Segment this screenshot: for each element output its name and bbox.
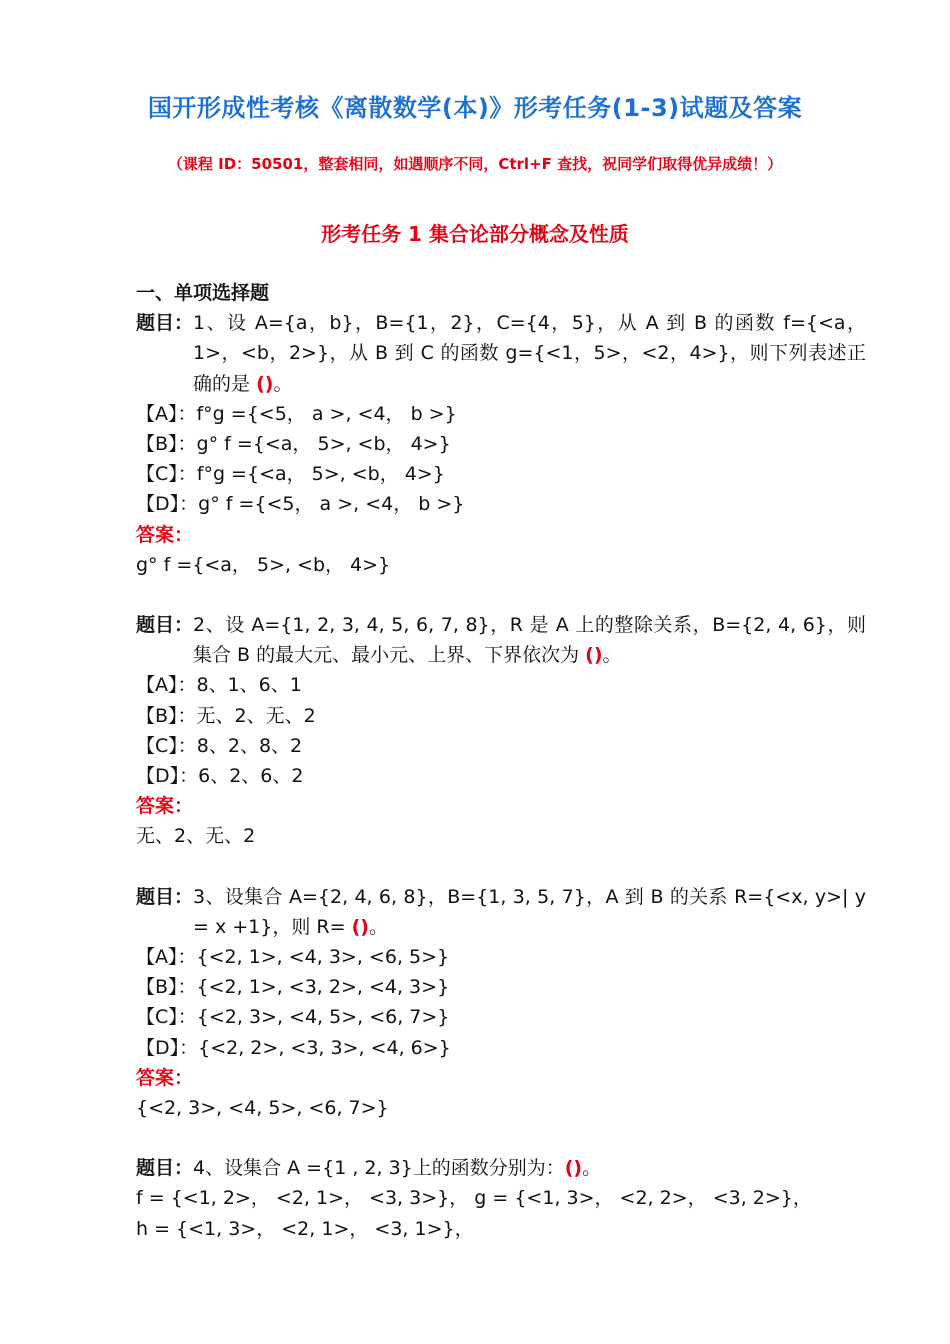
option-b: 【B】：g° f ={<a， 5>, <b， 4>} [136,433,451,456]
option-d: 【D】：6、2、6、2 [136,765,304,788]
answer-blank: () [564,1157,583,1180]
answer-value: 无、2、无、2 [136,825,256,848]
document-title: 国开形成性考核《离散数学(本)》形考任务(1-3)试题及答案 [147,94,803,122]
answer-label: 答案： [136,795,194,818]
option-c: 【C】：8、2、8、2 [136,734,303,757]
course-note: （课程 ID：50501，整套相同，如遇顺序不同，Ctrl+F 查找，祝同学们取得优异成绩！） [167,155,783,173]
question-3 [136,882,866,942]
answer-blank: () [351,915,369,938]
option-a: 【A】：{<2, 1>, <4, 3>, <6, 5>} [136,946,450,969]
question-4 [136,1153,866,1183]
function-definition: f = {<1, 2>， <2, 1>， <3, 3>}， g = {<1, 3>， <2, 2>， <3, 2>}， [136,1187,812,1210]
option-d: 【D】：g° f ={<5， a >, <4， b >} [136,493,465,516]
option-c: 【C】：f°g ={<a， 5>, <b， 4>} [136,463,445,486]
option-c: 【C】：{<2, 3>, <4, 5>, <6, 7>} [136,1006,450,1029]
question-text: 4、设集合 A ={1 , 2, 3}上的函数分别为：()。 [193,1157,602,1180]
answer-blank: () [256,372,274,395]
question-1 [136,308,866,399]
answer-value: g° f ={<a， 5>, <b， 4>} [136,553,391,576]
option-a: 【A】：8、1、6、1 [136,674,302,697]
function-definition: h = {<1, 3>， <2, 1>， <3, 1>}， [136,1217,474,1240]
option-d: 【D】：{<2, 2>, <3, 3>, <4, 6>} [136,1036,451,1059]
option-b: 【B】：无、2、无、2 [136,704,316,727]
question-label: 题目： [136,885,194,908]
option-a: 【A】：f°g ={<5， a >, <4， b >} [136,402,457,425]
question-text: 1、设 A={a，b}，B={1，2}，C={4，5}，从 A 到 B 的函数 f={<a，1>，<b，2>}，从 B 到 C 的函数 g={<1，5>，<2，4>}，则下列表述正确的是 ()。 [193,312,866,395]
answer-label: 答案： [136,1066,194,1089]
question-label: 题目： [136,614,194,637]
question-list [136,278,866,1244]
question-label: 题目： [136,1157,194,1180]
question-2 [136,610,866,670]
option-b: 【B】：{<2, 1>, <3, 2>, <4, 3>} [136,976,450,999]
answer-blank: () [585,644,603,667]
question-label: 题目： [136,312,194,335]
section-heading: 一、单项选择题 [136,282,270,304]
answer-value: {<2, 3>, <4, 5>, <6, 7>} [136,1097,389,1120]
question-text: 3、设集合 A={2, 4, 6, 8}，B={1, 3, 5, 7}，A 到 B 的关系 R={<x, y>| y = x +1}，则 R= ()。 [193,885,866,938]
question-text: 2、设 A={1, 2, 3, 4, 5, 6, 7, 8}，R 是 A 上的整除关系，B={2, 4, 6}，则集合 B 的最大元、最小元、上界、下界依次为 ()。 [193,614,866,667]
answer-label: 答案： [136,523,194,546]
task-heading: 形考任务 1 集合论部分概念及性质 [321,222,629,246]
